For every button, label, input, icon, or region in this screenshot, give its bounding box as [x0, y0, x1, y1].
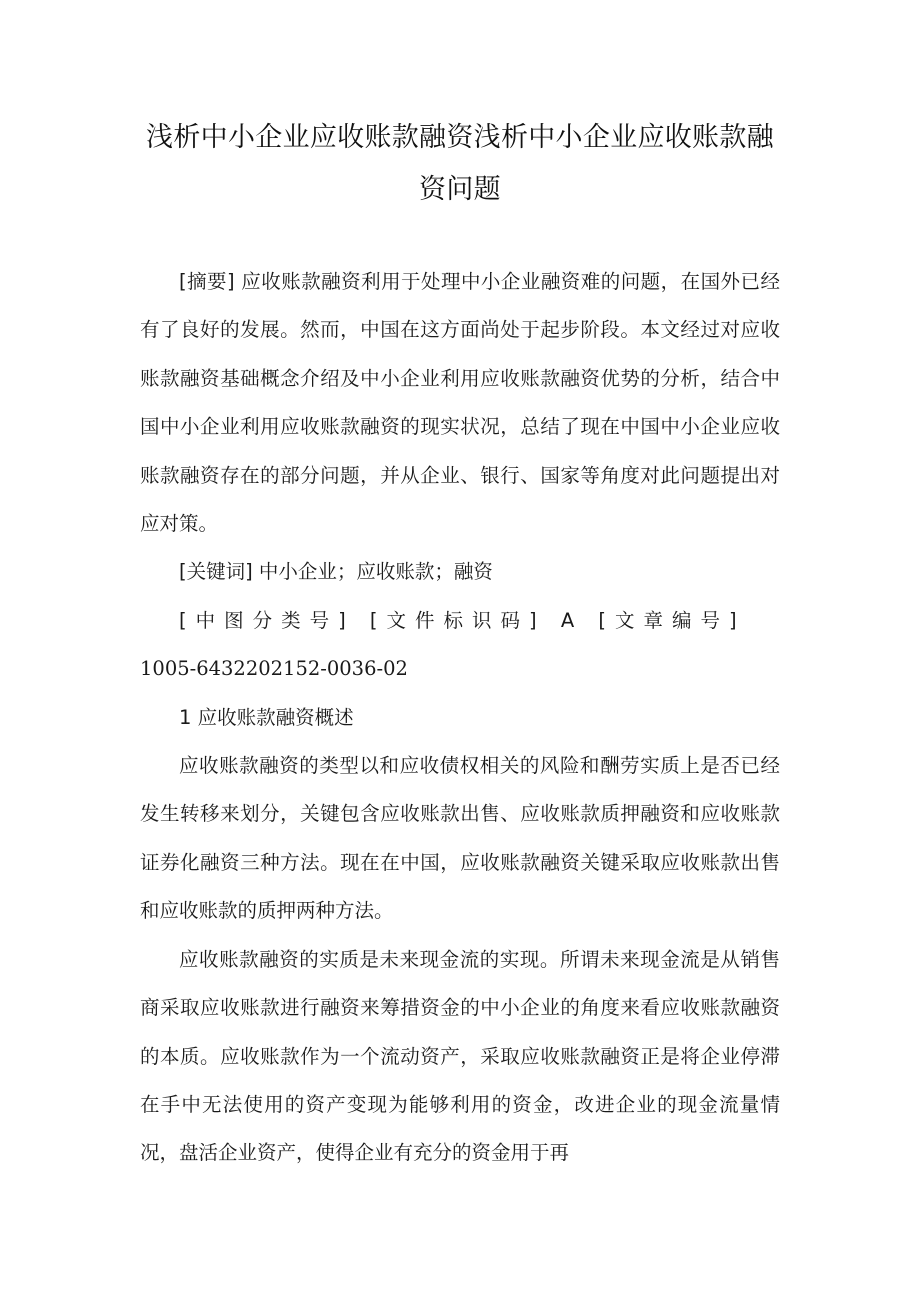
body-paragraph: 应收账款融资的实质是未来现金流的实现。所谓未来现金流是从销售商采取应收账款进行融资来筹措资金的中小企业的角度来看应收账款融资的本质。应收账款作为一个流动资产，采取应收账款融资正是将企业停滞在手中无法使用的资产变现为能够利用的资金，改进企业的现金流量情况，盘活企业资产，使得企业有充分的资金用于再: [140, 947, 780, 1165]
article-number: 1005-6432202152-0036-02: [140, 657, 408, 681]
classification-line: [中图分类号] [文件标识码] A [文章编号]: [179, 608, 746, 632]
document-body: [140, 258, 780, 1178]
body-paragraph: 应收账款融资的类型以和应收债权相关的风险和酬劳实质上是否已经发生转移来划分，关键包含应收账款出售、应收账款质押融资和应收账款证券化融资三种方法。现在在中国，应收账款融资关键采取应收账款出售和应收账款的质押两种方法。: [140, 754, 780, 923]
document-title: 浅析中小企业应收账款融资浅析中小企业应收账款融资问题: [146, 122, 774, 205]
section-heading: 1 应收账款融资概述: [179, 705, 354, 729]
keywords-line: [关键词] 中小企业；应收账款；融资: [179, 560, 493, 584]
abstract-paragraph: [摘要] 应收账款融资利用于处理中小企业融资难的问题，在国外已经有了良好的发展。然而，中国在这方面尚处于起步阶段。本文经过对应收账款融资基础概念介绍及中小企业利用应收账款融资优势的分析，结合中国中小企业利用应收账款融资的现实状况，总结了现在中国中小企业应收账款融资存在的部分问题，并从企业、银行、国家等角度对此问题提出对应对策。: [140, 270, 780, 536]
